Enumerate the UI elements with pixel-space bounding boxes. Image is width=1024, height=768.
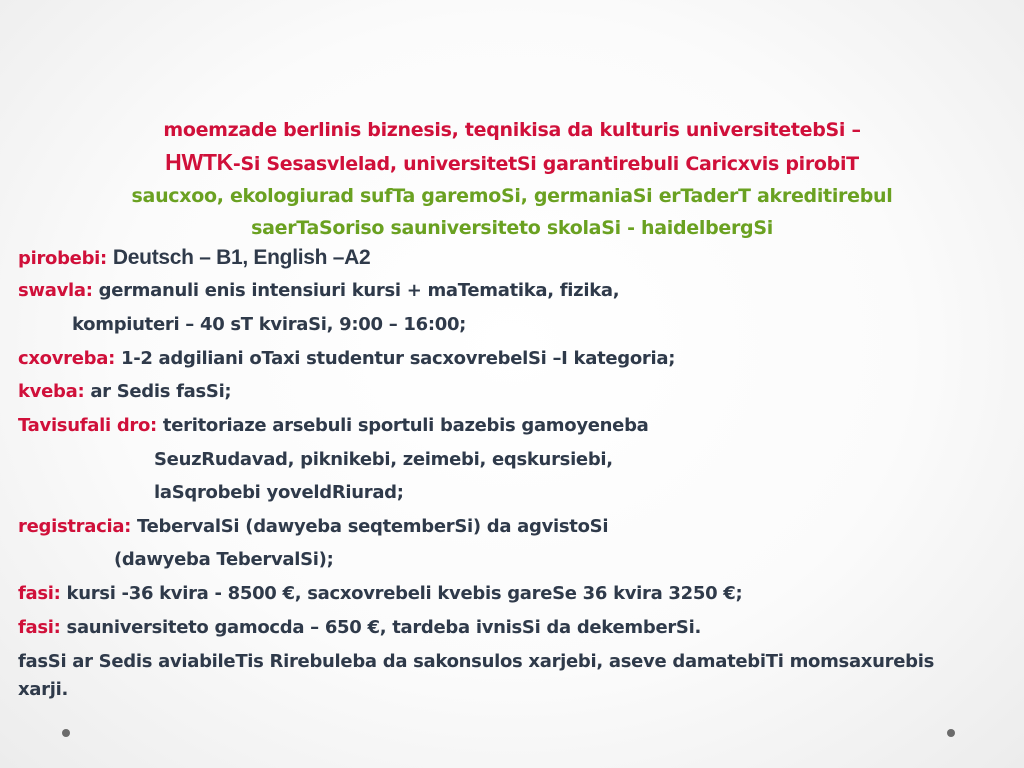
title-line-4: saerTaSoriso sauniversiteto skolaSi - haidelbergSi [251, 217, 773, 239]
value-swavla: germanuli enis intensiuri kursi + maTematika, fizika, [98, 280, 620, 301]
value-fasi-2: sauniversiteto gamocda – 650 €, tardeba ivnisSi da dekemberSi. [66, 617, 702, 638]
value-pirobebi: Deutsch – B1, English –A2 [112, 246, 371, 269]
label-fasi-1: fasi: [18, 583, 61, 604]
value-tavisufali-cont1: SeuzRudavad, piknikebi, zeimebi, eqskursiebi, [154, 449, 613, 470]
row-tavisufali-cont2 [154, 478, 404, 508]
value-tavisufali-cont2: laSqrobebi yoveldRiurad; [154, 482, 404, 503]
value-tavisufali: teritoriaze arsebuli sportuli bazebis gamoyeneba [162, 415, 649, 436]
row-fasi-1 [18, 579, 742, 609]
title-line-2 [110, 146, 914, 180]
label-registracia: registracia: [18, 516, 132, 537]
row-fasi-2 [18, 613, 701, 643]
row-tavisufali [18, 411, 649, 441]
row-registracia [18, 512, 608, 542]
title-line-1: moemzade berlinis biznesis, teqnikisa da kulturis universitetebSi – [163, 119, 861, 141]
label-tavisufali: Tavisufali dro: [18, 415, 157, 436]
label-cxovreba: cxovreba: [18, 348, 115, 369]
decor-dot-right [947, 729, 955, 737]
row-pirobebi [18, 243, 370, 273]
value-registracia-cont: (dawyeba TebervalSi); [114, 549, 334, 570]
row-registracia-cont [114, 545, 334, 575]
label-swavla: swavla: [18, 280, 93, 301]
label-fasi-2: fasi: [18, 617, 61, 638]
value-swavla-cont: kompiuteri – 40 sT kviraSi, 9:00 – 16:00; [72, 314, 467, 335]
decor-dot-left [62, 729, 70, 737]
value-kveba: ar Sedis fasSi; [90, 381, 232, 402]
slide-title [110, 114, 914, 244]
title-line-3: saucxoo, ekologiurad sufTa garemoSi, germaniaSi erTaderT akreditirebul [131, 185, 893, 207]
value-cxovreba: 1-2 adgiliani oTaxi studentur sacxovrebelSi –I kategoria; [120, 348, 676, 369]
row-footer-2 [18, 675, 68, 705]
footer-line-1: fasSi ar Sedis aviabileTis Rirebuleba da sakonsulos xarjebi, aseve damatebiTi momsaxurebis [18, 651, 934, 672]
row-footer-1 [18, 647, 934, 677]
row-swavla [18, 276, 619, 306]
row-cxovreba [18, 344, 675, 374]
row-swavla-cont [72, 310, 466, 340]
footer-line-2: xarji. [18, 679, 69, 700]
row-tavisufali-cont1 [154, 445, 613, 475]
row-kveba [18, 377, 231, 407]
value-fasi-1: kursi -36 kvira - 8500 €, sacxovrebeli kvebis gareSe 36 kvira 3250 €; [66, 583, 743, 604]
label-pirobebi: pirobebi: [18, 248, 107, 269]
label-kveba: kveba: [18, 381, 85, 402]
value-registracia: TebervalSi (dawyeba seqtemberSi) da agvistoSi [137, 516, 609, 537]
title-hwtk: HWTK [165, 149, 233, 175]
title-line-2-rest: -Si Sesasvlelad, universitetSi garantirebuli Caricxvis pirobiT [232, 153, 859, 175]
